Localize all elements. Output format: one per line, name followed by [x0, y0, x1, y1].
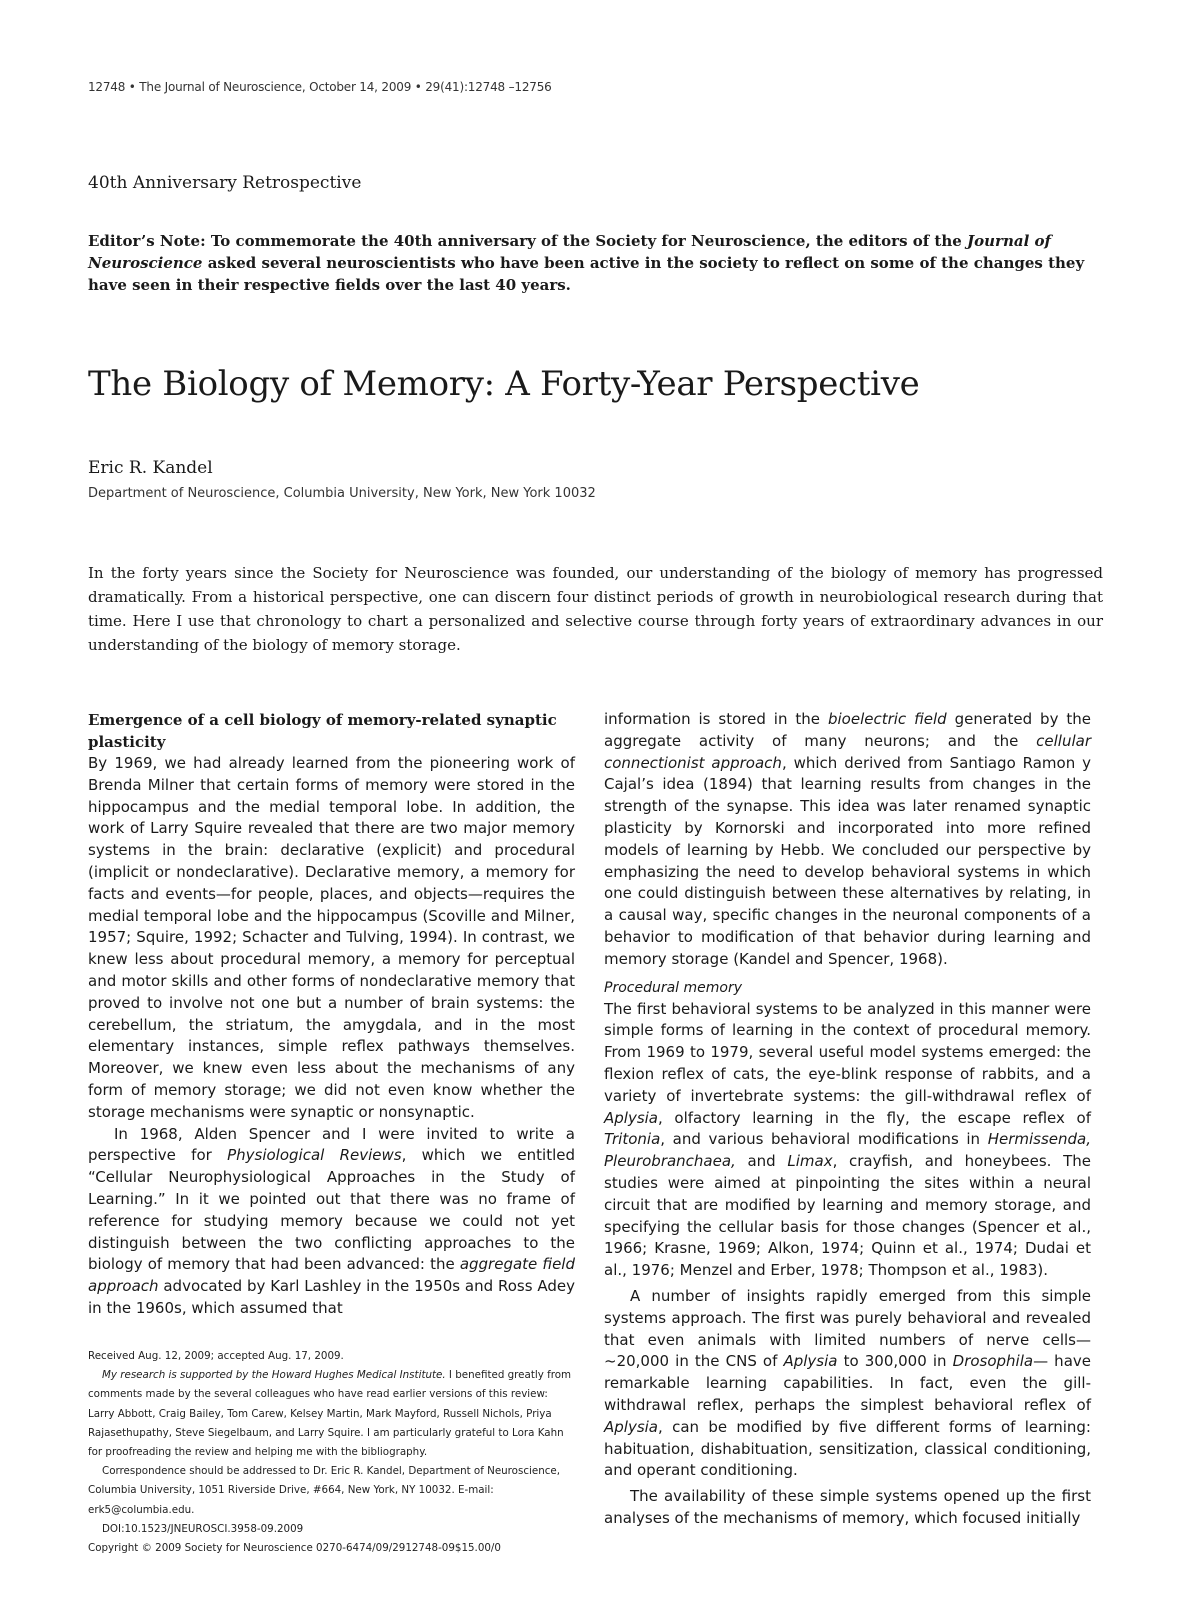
- body-text: A number of insights rapidly emerged from this simple systems approach. The first was purely behavioral and revealed that even animals with limited numbers of nerve cells— ~20,000 in the CNS of: [604, 1286, 1091, 1371]
- body-text: information is stored in the: [604, 710, 828, 728]
- body-text: The first behavioral systems to be analyzed in this manner were simple forms of learning in the context of procedural memory. From 1969 to 1979, several useful model systems emerged: the flexion reflex of cats, the eye-blink response of rabbits, and a variety of invertebrate systems: the gill-withdrawal reflex of: [604, 999, 1091, 1105]
- body-text: , olfactory learning in the fly, the escape reflex of: [658, 1108, 1091, 1127]
- funding-note: [88, 1366, 575, 1462]
- body-paragraph: By 1969, we had already learned from the pioneering work of Brenda Milner that certain forms of memory were stored in the hippocampus and the medial temporal lobe. In addition, the work of Larry Squire revealed that there are two major memory systems in the brain: declarative (explicit) and procedural (implicit or nondeclarative). Declarative memory, a memory for facts and events—for people, places, and objects—requires the medial temporal lobe and the hippocampus (Scoville and Milner, 1957; Squire, 1992; Schacter and Tulving, 1994). In contrast, we knew less about procedural memory, a memory for perceptual and motor skills and other forms of nondeclarative memory that proved to involve not one but a number of brain systems: the cerebellum, the striatum, the amygdala, and in the most elementary instances, simple reflex pathways themselves. Moreover, we knew even less about the mechanisms of any form of memory storage; we did not even know whether the storage mechanisms were synaptic or nonsynaptic.: [88, 754, 575, 1121]
- body-italic: aggregate field approach: [88, 1255, 575, 1296]
- correspondence: Correspondence should be addressed to Dr. Eric R. Kandel, Department of Neuroscience, Columbia University, 1051 Riverside Drive, #664, New York, NY 10032. E-mail: erk5@columbia.edu.: [88, 1465, 560, 1516]
- body-paragraph: [88, 1124, 575, 1320]
- body-text: generated by the aggregate activity of many neurons; and the: [604, 710, 1092, 750]
- body-italic: Aplysia: [783, 1352, 838, 1371]
- body-text: to 300,000 in: [837, 1352, 953, 1371]
- body-text: and: [735, 1152, 788, 1171]
- doi: DOI:10.1523/JNEUROSCI.3958-09.2009: [102, 1522, 304, 1535]
- body-text: , can be modified by five different forms of learning: habituation, dishabituation, sensitization, classical conditioning, and operant conditioning.: [604, 1417, 1091, 1480]
- body-paragraph: [604, 999, 1091, 1282]
- body-text: , crayfish, and honeybees. The studies were aimed at pinpointing the sites within a neural circuit that are modified by learning and memory storage, and specifying the cellular basis for those changes (Spencer et al., 1966; Krasne, 1969; Alkon, 1974; Quinn et al., 1974; Dudai et al., 1976; Menzel and Erber, 1978; Thompson et al., 1983).: [604, 1152, 1091, 1280]
- footnotes: [88, 1347, 575, 1558]
- section-tag: 40th Anniversary Retrospective: [88, 173, 362, 193]
- abstract: In the forty years since the Society for Neuroscience was founded, our understanding of the biology of memory has progressed dramatically. From a historical perspective, one can discern four distinct periods of growth in neurobiological research during that time. Here I use that chronology to chart a personalized and selective course through forty years of extraordinary advances in our understanding of the biology of memory storage.: [88, 564, 1103, 654]
- funding-italic: My research is supported by the Howard Hughes Medical Institute.: [102, 1369, 446, 1382]
- body-text: — have remarkable learning capabilities. In fact, even the gill-withdrawal reflex, perhaps the simplest behavioral reflex of: [604, 1352, 1091, 1414]
- body-italic: cellular connectionist approach: [604, 731, 1091, 772]
- editor-note-journal: Journal of Neuroscience: [88, 232, 1051, 272]
- body-column-right: [604, 709, 1091, 1530]
- body-italic: Physiological Reviews: [227, 1146, 402, 1165]
- editor-note-text: asked several neuroscientists who have been active in the society to reflect on some of the changes they have seen in their respective fields over the last 40 years.: [88, 254, 1085, 294]
- body-text: , which we entitled “Cellular Neurophysiological Approaches in the Study of Learning.” In it we pointed out that there was no frame of reference for studying memory because we could not yet distinguish between the two conflicting approaches to the biology of memory that had been advanced: the: [88, 1146, 575, 1274]
- editor-note-text: Editor’s Note: To commemorate the 40th anniversary of the Society for Neuroscience, the editors of the: [88, 232, 968, 250]
- running-header: 12748 • The Journal of Neuroscience, October 14, 2009 • 29(41):12748 –12756: [88, 80, 552, 94]
- body-text: , which derived from Santiago Ramon y Cajal’s idea (1894) that learning results from changes in the strength of the synapse. This idea was later renamed synaptic plasticity by Kornorski and incorporated into more refined models of learning by Hebb. We concluded our perspective by emphasizing the need to develop behavioral systems in which one could distinguish between these alternatives by relating, in a causal way, specific changes in the neuronal components of a behavior to modification of that behavior during learning and memory storage (Kandel and Spencer, 1968).: [604, 753, 1091, 968]
- article-title: The Biology of Memory: A Forty-Year Perspective: [88, 364, 920, 404]
- body-italic: Tritonia: [604, 1130, 661, 1149]
- body-italic: bioelectric field: [827, 710, 947, 728]
- body-paragraph: [604, 1286, 1091, 1482]
- subsection-heading: Procedural memory: [604, 979, 743, 996]
- editor-note: [88, 230, 1103, 296]
- body-paragraph: The availability of these simple systems opened up the first analyses of the mechanisms of memory, which focused initially: [604, 1487, 1091, 1527]
- body-column-left: [88, 709, 575, 1320]
- section-heading: Emergence of a cell biology of memory-related synaptic plasticity: [88, 711, 557, 751]
- acknowledgments: I benefited greatly from comments made by the several colleagues who have read earlier versions of this review: Larry Abbott, Craig Bailey, Tom Carew, Kelsey Martin, Mark Mayford, Russell Nichols, Priya Rajasethupathy, Steve Siegelbaum, and Larry Squire. I am particularly grateful to Lora Kahn for proofreading the review and helping me with the bibliography.: [88, 1369, 572, 1459]
- body-italic: Drosophila: [952, 1352, 1034, 1371]
- received-date: Received Aug. 12, 2009; accepted Aug. 17, 2009.: [88, 1350, 344, 1362]
- author-affiliation: Department of Neuroscience, Columbia University, New York, New York 10032: [88, 486, 596, 501]
- body-text: , and various behavioral modifications in: [660, 1130, 988, 1149]
- body-text: In 1968, Alden Spencer and I were invited to write a perspective for: [88, 1124, 575, 1165]
- body-italic: Limax: [787, 1152, 833, 1171]
- body-paragraph: [604, 709, 1091, 971]
- body-italic: Aplysia: [604, 1417, 659, 1436]
- body-text: advocated by Karl Lashley in the 1950s and Ross Adey in the 1960s, which assumed that: [88, 1277, 575, 1317]
- author-name: Eric R. Kandel: [88, 458, 213, 478]
- body-italic: Hermissenda, Pleurobranchaea,: [604, 1130, 1091, 1171]
- copyright: Copyright © 2009 Society for Neuroscience 0270-6474/09/2912748-09$15.00/0: [88, 1542, 501, 1555]
- body-italic: Aplysia: [604, 1108, 659, 1127]
